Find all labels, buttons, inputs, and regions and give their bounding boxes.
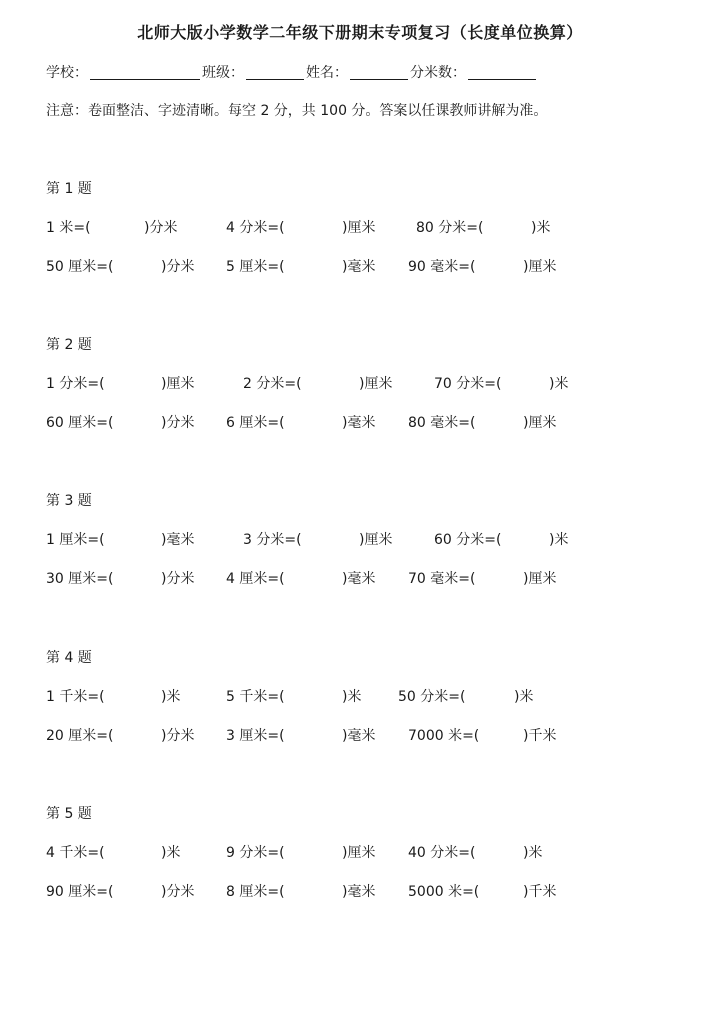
school-label: 学校： [46, 65, 88, 81]
section-title: 第 2 题 [46, 337, 92, 353]
question-prompt: 3 分米=( [243, 532, 302, 548]
section-title: 第 1 题 [46, 181, 92, 197]
school-blank[interactable] [90, 63, 200, 80]
question-row [46, 217, 686, 237]
question-prompt: 30 厘米=( [46, 571, 114, 587]
question-prompt: 40 分米=( [408, 845, 476, 861]
question-unit: )厘米 [342, 220, 376, 236]
question-prompt: 8 厘米=( [226, 884, 285, 900]
question-unit: )千米 [523, 728, 557, 744]
question-unit: )毫米 [161, 532, 195, 548]
question-unit: )厘米 [359, 376, 393, 392]
class-blank[interactable] [246, 63, 304, 80]
question-unit: )厘米 [523, 259, 557, 275]
question-unit: )米 [549, 376, 569, 392]
question-prompt: 4 千米=( [46, 845, 105, 861]
question-row [46, 412, 686, 432]
question-unit: )分米 [161, 415, 195, 431]
question-row [46, 256, 686, 276]
section-title: 第 3 题 [46, 493, 92, 509]
question-prompt: 4 分米=( [226, 220, 285, 236]
question-section-1 [46, 178, 686, 275]
question-prompt: 90 厘米=( [46, 884, 114, 900]
name-label: 姓名： [306, 65, 348, 81]
question-unit: )分米 [144, 220, 178, 236]
score-blank[interactable] [468, 63, 536, 80]
question-row [46, 373, 686, 393]
question-section-3 [46, 490, 686, 587]
question-unit: )米 [531, 220, 551, 236]
question-unit: )分米 [161, 259, 195, 275]
student-info-line [46, 62, 538, 82]
question-prompt: 80 分米=( [416, 220, 484, 236]
question-prompt: 5000 米=( [408, 884, 480, 900]
question-prompt: 7000 米=( [408, 728, 480, 744]
question-unit: )米 [523, 845, 543, 861]
question-section-5 [46, 803, 686, 900]
question-unit: )厘米 [342, 845, 376, 861]
question-unit: )毫米 [342, 415, 376, 431]
question-prompt: 70 毫米=( [408, 571, 476, 587]
instructions-note: 注意：卷面整洁、字迹清晰。每空 2 分，共 100 分。答案以任课教师讲解为准。 [46, 103, 548, 119]
question-unit: )毫米 [342, 259, 376, 275]
question-row [46, 725, 686, 745]
question-prompt: 60 厘米=( [46, 415, 114, 431]
question-unit: )厘米 [359, 532, 393, 548]
question-row [46, 881, 686, 901]
question-prompt: 6 厘米=( [226, 415, 285, 431]
question-prompt: 70 分米=( [434, 376, 502, 392]
question-prompt: 1 千米=( [46, 689, 105, 705]
question-unit: )分米 [161, 728, 195, 744]
question-unit: )毫米 [342, 728, 376, 744]
question-prompt: 2 分米=( [243, 376, 302, 392]
question-prompt: 9 分米=( [226, 845, 285, 861]
name-blank[interactable] [350, 63, 408, 80]
question-row [46, 842, 686, 862]
question-prompt: 80 毫米=( [408, 415, 476, 431]
question-prompt: 3 厘米=( [226, 728, 285, 744]
question-unit: )米 [549, 532, 569, 548]
question-unit: )分米 [161, 571, 195, 587]
question-unit: )厘米 [523, 571, 557, 587]
question-unit: )毫米 [342, 571, 376, 587]
question-prompt: 1 厘米=( [46, 532, 105, 548]
question-unit: )分米 [161, 884, 195, 900]
question-unit: )厘米 [161, 376, 195, 392]
question-prompt: 4 厘米=( [226, 571, 285, 587]
section-title: 第 4 题 [46, 650, 92, 666]
question-prompt: 1 分米=( [46, 376, 105, 392]
question-prompt: 5 厘米=( [226, 259, 285, 275]
question-prompt: 20 厘米=( [46, 728, 114, 744]
question-prompt: 50 厘米=( [46, 259, 114, 275]
question-prompt: 1 米=( [46, 220, 91, 236]
question-prompt: 60 分米=( [434, 532, 502, 548]
question-unit: )毫米 [342, 884, 376, 900]
question-unit: )米 [161, 689, 181, 705]
question-prompt: 5 千米=( [226, 689, 285, 705]
question-row [46, 529, 686, 549]
question-unit: )米 [342, 689, 362, 705]
question-row [46, 568, 686, 588]
question-section-4 [46, 647, 686, 744]
question-row [46, 686, 686, 706]
question-prompt: 50 分米=( [398, 689, 466, 705]
class-label: 班级： [202, 65, 244, 81]
question-unit: )千米 [523, 884, 557, 900]
score-label: 分米数： [410, 65, 466, 81]
page-title: 北师大版小学数学二年级下册期末专项复习（长度单位换算） [137, 23, 583, 42]
question-section-2 [46, 334, 686, 431]
question-unit: )米 [161, 845, 181, 861]
section-title: 第 5 题 [46, 806, 92, 822]
question-prompt: 90 毫米=( [408, 259, 476, 275]
question-unit: )米 [514, 689, 534, 705]
question-unit: )厘米 [523, 415, 557, 431]
